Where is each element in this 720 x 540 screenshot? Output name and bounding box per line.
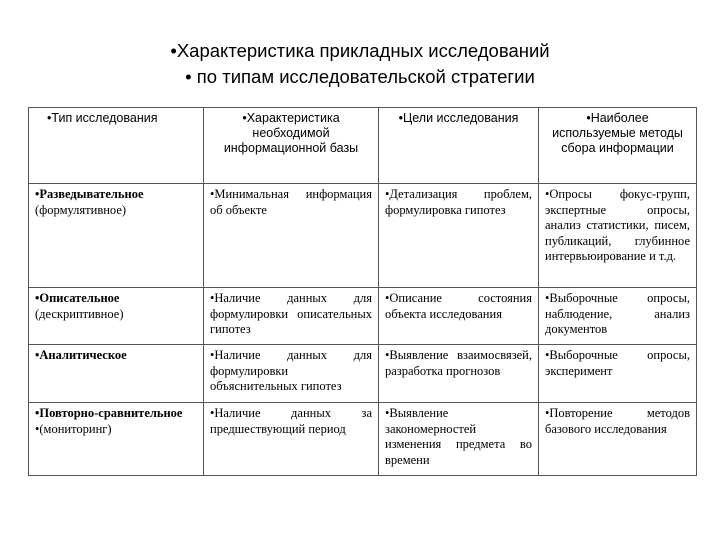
type-sublabel: (дескриптивное) [35, 306, 124, 321]
cell-methods: •Повторение методов базового исследования [539, 403, 697, 476]
cell-goals: •Описание состояния объекта исследования [379, 288, 539, 345]
cell-type [29, 288, 204, 345]
table-row [29, 345, 697, 403]
cell-type [29, 184, 204, 288]
cell-type [29, 403, 204, 476]
type-label: •Повторно-сравнительное [35, 406, 183, 420]
cell-goals: •Выявление закономерностей изменения предмета во времени [379, 403, 539, 476]
cell-info-base: •Наличие данных для формулировки описательных гипотез [204, 288, 379, 345]
header-goals: •Цели исследования [379, 108, 539, 184]
cell-methods: •Опросы фокус-групп, экспертные опросы, анализ статистики, писем, публикаций, глубинное интервьюирование и т.д. [539, 184, 697, 288]
header-methods: •Наиболее используемые методы сбора информации [539, 108, 697, 184]
type-sublabel: (формулятивное) [35, 202, 127, 217]
cell-methods: •Выборочные опросы, эксперимент [539, 345, 697, 403]
title-line-2: • по типам исследовательской стратегии [185, 66, 535, 87]
type-label: •Описательное [35, 291, 120, 305]
type-sublabel: •(мониторинг) [35, 421, 112, 436]
cell-info-base: •Наличие данных для формулировки объяснительных гипотез [204, 345, 379, 403]
cell-type [29, 345, 204, 403]
cell-goals: •Выявление взаимосвязей, разработка прогнозов [379, 345, 539, 403]
header-info-base: •Характеристика необходимой информационной базы [204, 108, 379, 184]
cell-info-base: •Наличие данных за предшествующий период [204, 403, 379, 476]
type-label: •Аналитическое [35, 348, 127, 362]
research-types-table [28, 107, 697, 476]
slide-title [0, 38, 720, 90]
table-header-row [29, 108, 697, 184]
cell-goals: •Детализация проблем, формулировка гипотез [379, 184, 539, 288]
table-row [29, 288, 697, 345]
table-row [29, 184, 697, 288]
cell-info-base: •Минимальная информация об объекте [204, 184, 379, 288]
type-label: •Разведывательное [35, 187, 144, 201]
header-type: •Тип исследования [29, 108, 204, 184]
title-line-1: •Характеристика прикладных исследований [170, 40, 550, 61]
table-row [29, 403, 697, 476]
cell-methods: •Выборочные опросы, наблюдение, анализ документов [539, 288, 697, 345]
